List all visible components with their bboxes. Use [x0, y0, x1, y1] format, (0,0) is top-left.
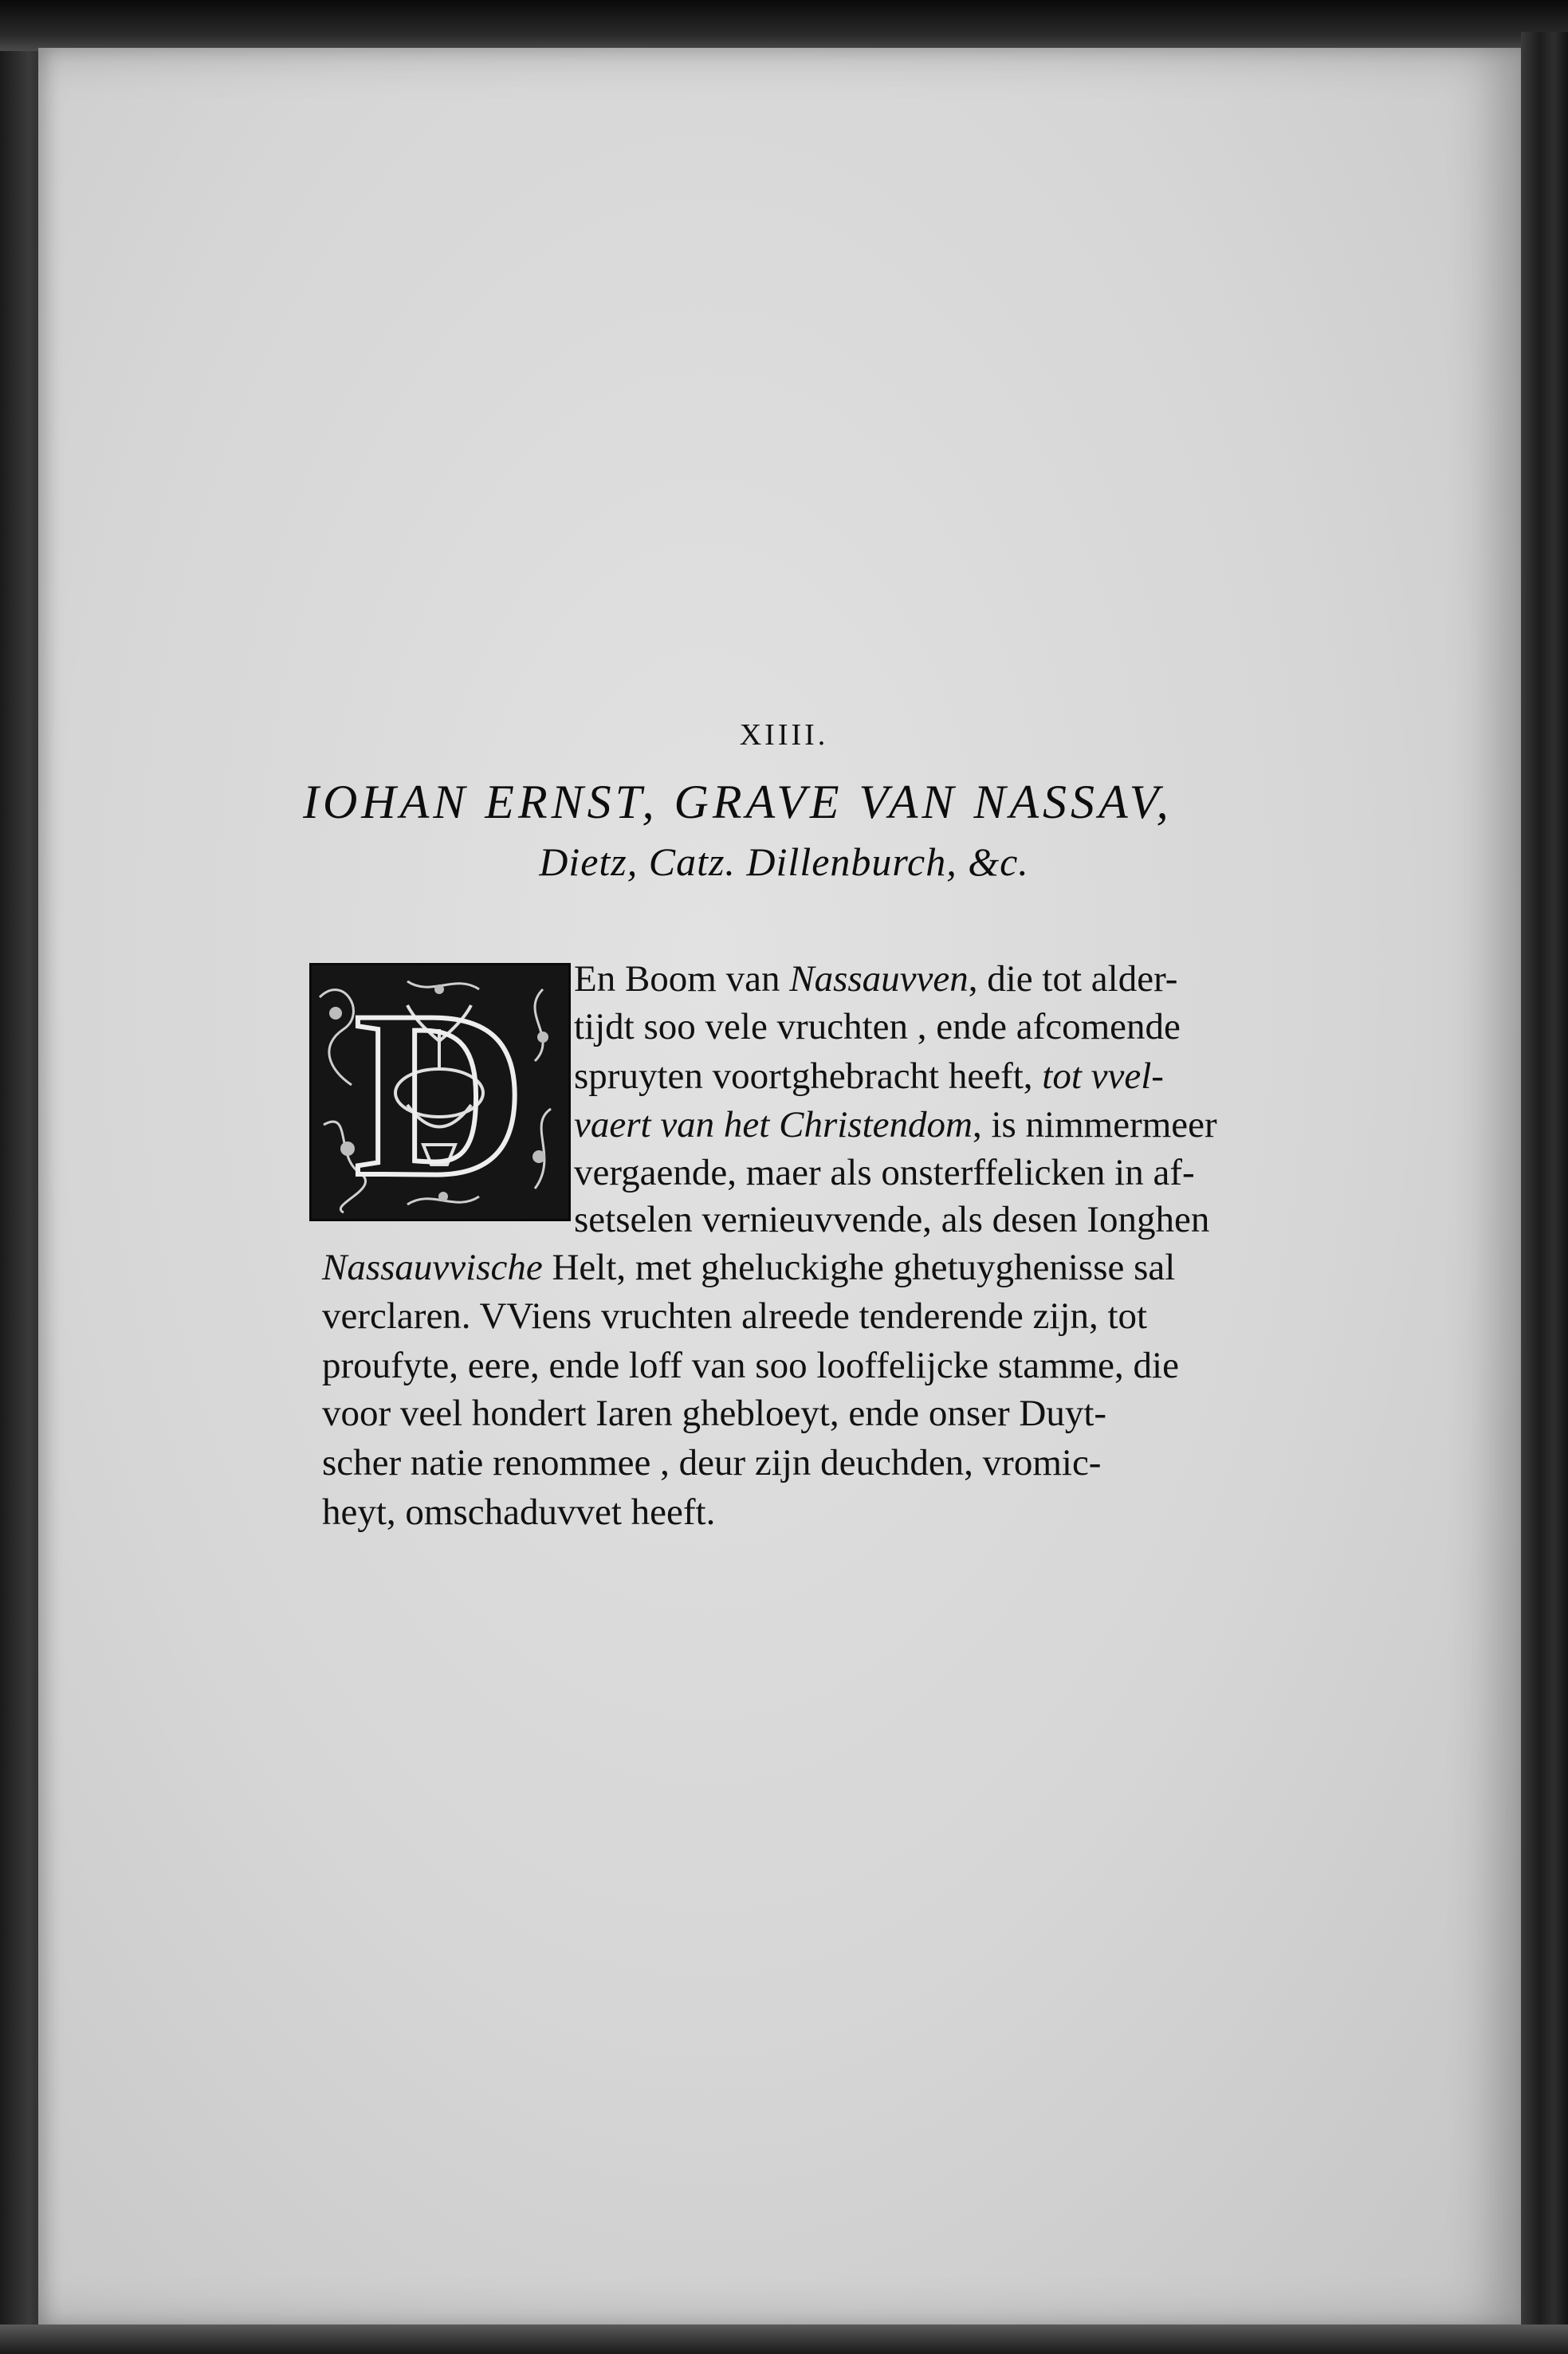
board-edge-top [0, 0, 1568, 51]
title-line-1: IOHAN ERNST, GRAVE VAN NASSAV, [303, 776, 1173, 828]
text-line-8: verclaren. VViens vruchten alreede tenderende zijn, tot [322, 1295, 1148, 1337]
title-line-2: Dietz, Catz. Dillenburch, &c. [539, 839, 1029, 884]
text-italic-segment: Nassauvven [789, 958, 969, 1000]
text-line-12: heyt, omschaduvvet heeft. [322, 1491, 716, 1533]
board-edge-bottom [0, 2325, 1568, 2354]
text-segment: spruyten voortghebracht heeft, [574, 1055, 1043, 1097]
ornament-illustration [312, 965, 568, 1219]
text-italic-segment: Nassauvvische [322, 1247, 543, 1288]
text-italic-segment: vaert van het Christendom [574, 1104, 973, 1146]
text-line-11: scher natie renommee , deur zijn deuchden, vromic- [322, 1442, 1102, 1484]
text-line-1 [574, 958, 1178, 1000]
text-line-3 [574, 1055, 1164, 1097]
text-line-6: setselen vernieuvvende, als desen Ionghen [574, 1199, 1210, 1240]
initial-letter: D [353, 965, 527, 1219]
text-segment: , die tot alder- [968, 958, 1178, 1000]
text-line-2: tijdt soo vele vruchten , ende afcomende [574, 1006, 1181, 1047]
book-spine [1521, 32, 1568, 2354]
text-segment: Helt, met gheluckighe ghetuyghenisse sal [542, 1247, 1176, 1288]
chapter-number: XIIII. [739, 718, 829, 752]
text-line-7 [322, 1249, 1175, 1287]
text-line-5: vergaende, maer als onsterffelicken in af- [574, 1152, 1195, 1193]
text-line-10: voor veel hondert Iaren ghebloeyt, ende onser Duyt- [322, 1393, 1107, 1434]
text-line-4 [574, 1106, 1217, 1144]
text-italic-segment: tot vvel- [1042, 1055, 1164, 1097]
text-line-9: proufyte, eere, ende loff van soo looffelijcke stamme, die [322, 1345, 1179, 1386]
text-segment: , is nimmermeer [972, 1104, 1217, 1146]
text-segment: En Boom van [574, 958, 790, 1000]
ornamental-initial [309, 963, 571, 1221]
